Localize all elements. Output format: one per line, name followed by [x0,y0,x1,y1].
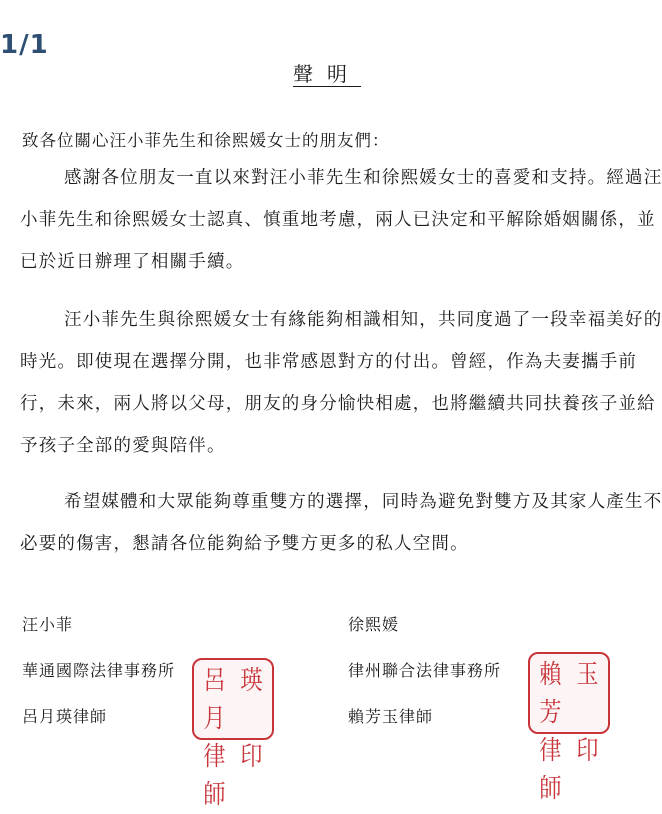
seal-char: 律師 [203,742,226,810]
highlighted-text: 時光。即使現在選擇分開，也非常感恩對方的付出。曾經，作為夫妻攜手前 [20,352,638,372]
paragraph-3-line-2: 必要的傷害，懇請各位能夠給予雙方更多的私人空間。 [20,534,469,554]
paragraph-2-line-1 [20,299,662,341]
seal-char: 瑛 [240,666,263,696]
seal-char: 賴芳 [539,660,562,728]
seal-char: 玉 [576,660,599,690]
right-law-firm: 律州聯合法律事務所 [348,661,502,680]
seal-char: 呂月 [203,666,226,734]
right-party-name: 徐熙媛 [348,615,400,634]
left-party-name: 汪小菲 [22,615,74,634]
paragraph-2 [20,299,662,467]
seal-char: 律師 [539,736,562,804]
highlighted-text: 已於近日辦理了相關手續。 [20,252,245,272]
highlighted-text: 汪小菲先生與徐熙媛女士有緣能夠相識相知，共同度過了一段幸福美好的 [64,310,662,330]
left-lawyer: 呂月瑛律師 [22,707,108,726]
seal-char: 印 [576,736,599,766]
seal-char: 印 [240,742,263,772]
highlighted-text: 經過汪 [606,168,662,188]
paragraph-1 [20,157,662,283]
highlighted-text: 予孩子全部的愛與陪伴。 [20,436,226,456]
paragraph-2-line-4 [20,425,622,467]
highlighted-text: 行，未來，兩人將以父母，朋友的身分愉快相處，也將繼續共同扶養孩子並給 [20,394,656,414]
page-counter-badge: 1/1 [0,30,49,60]
paragraph-3-line-1: 希望媒體和大眾能夠尊重雙方的選擇，同時為避免對雙方及其家人產生不 [64,492,662,512]
left-law-firm: 華通國際法律事務所 [22,661,176,680]
right-lawyer: 賴芳玉律師 [348,707,434,726]
paragraph-3 [20,481,662,565]
lawyer-seal-stamp [192,658,274,810]
paragraph-1-line-1: 感謝各位朋友一直以來對汪小菲先生和徐熙媛女士的喜愛和支持。經過汪 [64,168,662,188]
paragraph-2-line-3 [20,383,656,425]
salutation: 致各位關心汪小菲先生和徐熙媛女士的朋友們： [22,131,390,150]
paragraph-1-line-2 [20,199,656,241]
highlighted-text: 小菲先生和徐熙媛女士認真、慎重地考慮，兩人已決定和平解除婚姻關係，並 [20,210,656,230]
lawyer-seal-stamp [528,652,610,804]
paragraph-2-line-2 [20,341,638,383]
paragraph-1-line-3 [20,241,622,283]
document-title: 聲明 [293,62,361,86]
